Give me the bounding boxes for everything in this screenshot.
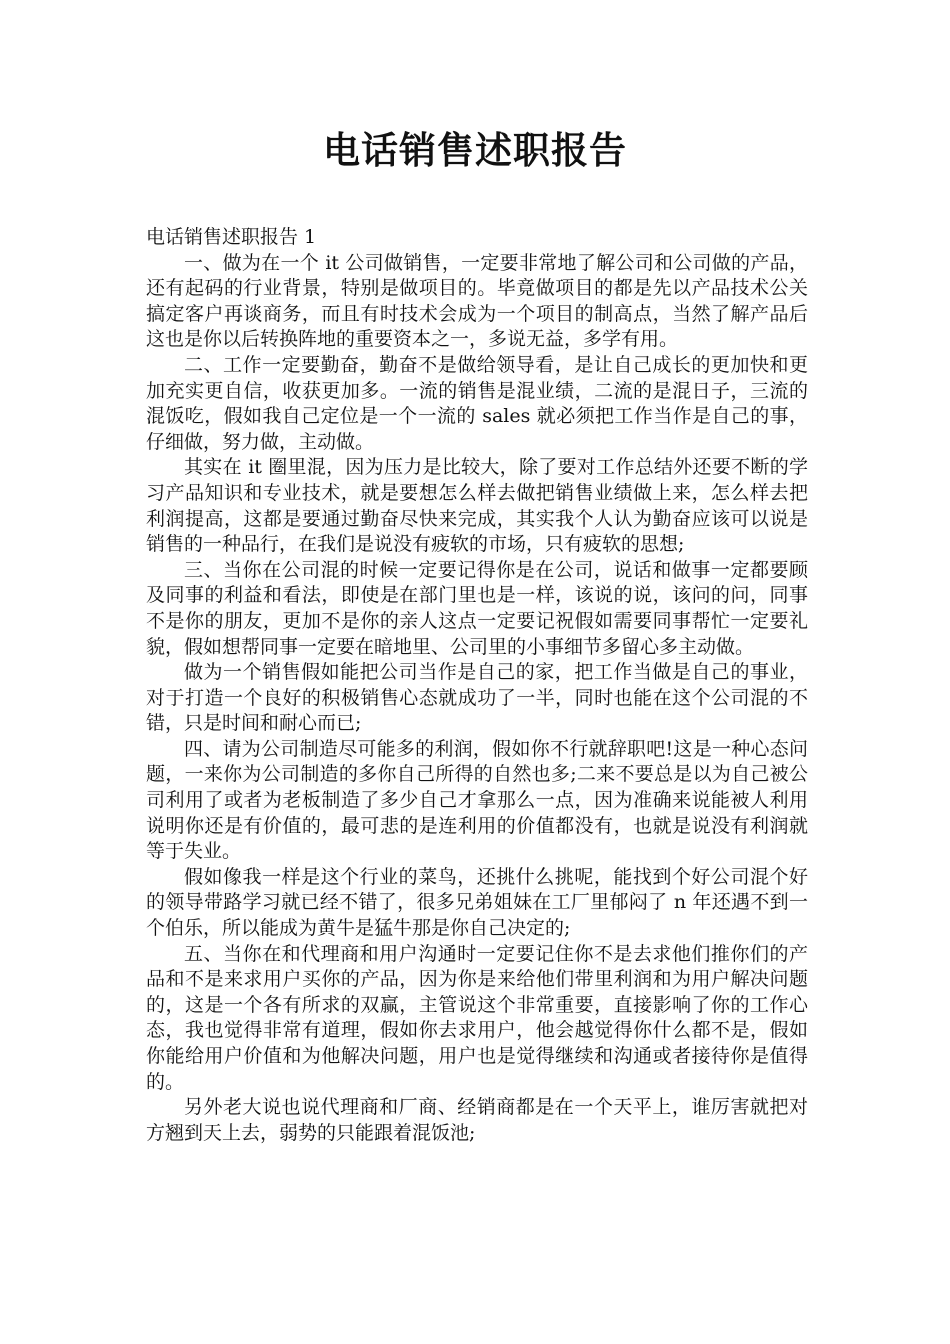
- paragraph-8: 五、当你在和代理商和用户沟通时一定要记住你不是去求他们推你们的产品和不是来求用户买你的产品，因为你是来给他们带里利润和为用户解决问题的，这是一个各有所求的双赢，主管说这个非常重要，直接影响了你的工作心态，我也觉得非常有道理，假如你去求用户，他会越觉得你什么都不是，假如你能给用户价值和为他解决问题，用户也是觉得继续和沟通或者接待你是值得的。: [146, 942, 808, 1093]
- paragraph-7: 假如像我一样是这个行业的菜鸟，还挑什么挑呢，能找到个好公司混个好的领导带路学习就已经不错了，很多兄弟姐妹在工厂里郁闷了 n 年还遇不到一个伯乐，所以能成为黄牛是猛牛那是你自己决定的;: [146, 865, 808, 940]
- paragraph-3: 其实在 it 圈里混，因为压力是比较大，除了要对工作总结外还要不断的学习产品知识和专业技术，就是要想怎么样去做把销售业绩做上来，怎么样去把利润提高，这都是要通过勤奋尽快来完成，其实我个人认为勤奋应该可以说是销售的一种品行，在我们是说没有疲软的市场，只有疲软的思想;: [146, 456, 808, 556]
- section-subtitle: 电话销售述职报告 1: [146, 226, 317, 248]
- paragraph-5: 做为一个销售假如能把公司当作是自己的家，把工作当做是自己的事业，对于打造一个良好的积极销售心态就成功了一半，同时也能在这个公司混的不错，只是时间和耐心而已;: [146, 661, 808, 735]
- paragraph-1: 一、做为在一个 it 公司做销售，一定要非常地了解公司和公司做的产品，还有起码的行业背景，特别是做项目的。毕竟做项目的都是先以产品技术公关搞定客户再谈商务，而且有时技术会成为一个项目的制高点，当然了解产品后这也是你以后转换阵地的重要资本之一，多说无益，多学有用。: [146, 251, 808, 351]
- paragraph-6: 四、请为公司制造尽可能多的利润，假如你不行就辞职吧!这是一种心态问题，一来你为公司制造的多你自己所得的自然也多;二来不要总是以为自己被公司利用了或者为老板制造了多少自己才拿那么一点，因为准确来说能被人利用说明你还是有价值的，最可悲的是连利用的价值都没有，也就是说没有利润就等于失业。: [146, 737, 808, 863]
- paragraph-2: 二、工作一定要勤奋，勤奋不是做给领导看，是让自己成长的更加快和更加充实更自信，收获更加多。一流的销售是混业绩，二流的是混日子，三流的混饭吃，假如我自己定位是一个一流的 sales 就必须把工作当作是自己的事，仔细做，努力做，主动做。: [146, 353, 808, 453]
- paragraph-4: 三、当你在公司混的时候一定要记得你是在公司，说话和做事一定都要顾及同事的利益和看法，即使是在部门里也是一样，该说的说，该问的问，同事不是你的朋友，更加不是你的亲人这点一定要记祝假如需要同事帮忙一定要礼貌，假如想帮同事一定要在暗地里、公司里的小事细节多留心多主动做。: [146, 558, 808, 658]
- paragraph-9: 另外老大说也说代理商和厂商、经销商都是在一个天平上，谁厉害就把对方翘到天上去，弱势的只能跟着混饭池;: [146, 1096, 808, 1144]
- document-body: [146, 225, 808, 1146]
- page-title: 电话销售述职报告: [323, 129, 627, 172]
